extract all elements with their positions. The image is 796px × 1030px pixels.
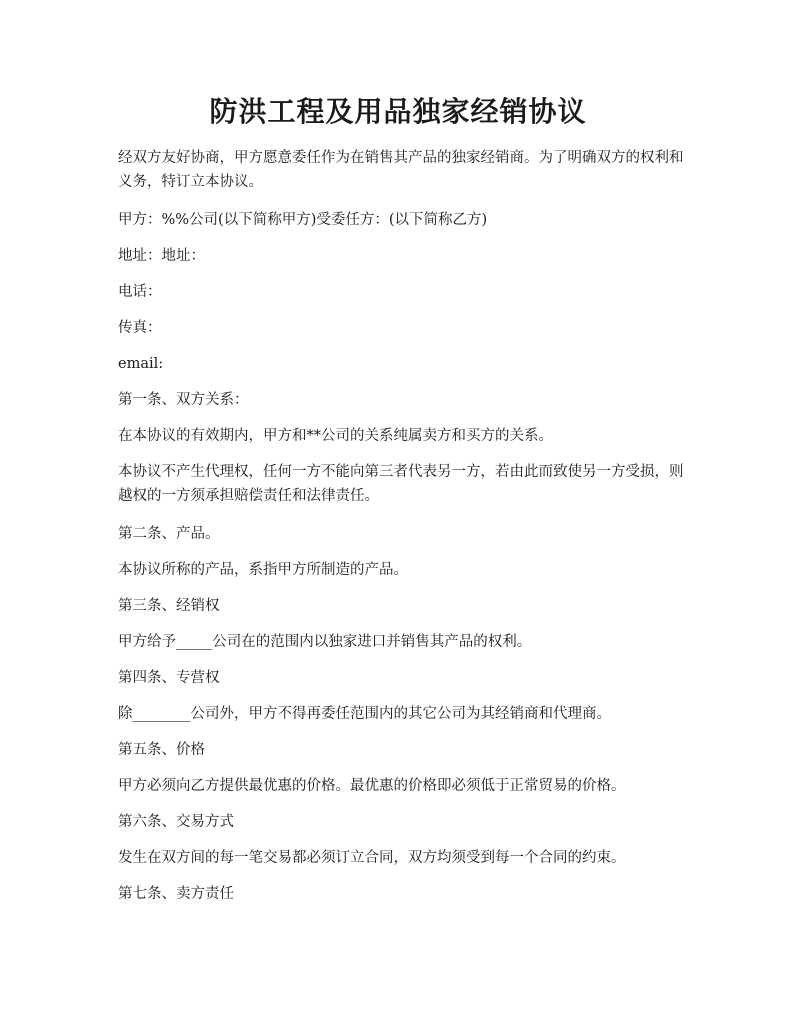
article-1-text-1: 在本协议的有效期内，甲方和**公司的关系纯属卖方和买方的关系。: [118, 428, 553, 444]
article-3-text: 甲方给予_____公司在的范围内以独家进口并销售其产品的权利。: [118, 634, 532, 650]
party-a-line: 甲方：%%公司(以下简称甲方)受委任方：(以下简称乙方): [118, 212, 488, 228]
article-6-heading: 第六条、交易方式: [118, 814, 234, 830]
address-line: 地址：地址：: [118, 248, 205, 264]
article-1-heading: 第一条、双方关系：: [118, 392, 249, 408]
document-title: 防洪工程及用品独家经销协议: [209, 95, 587, 128]
fax-line: 传真：: [118, 320, 162, 336]
article-2-text: 本协议所称的产品，系指甲方所制造的产品。: [118, 562, 408, 578]
email-line: email:: [118, 356, 164, 372]
article-7-heading: 第七条、卖方责任: [118, 886, 234, 902]
article-4-heading: 第四条、专营权: [118, 670, 220, 686]
article-2-heading: 第二条、产品。: [118, 526, 220, 542]
phone-line: 电话：: [118, 284, 162, 300]
article-4-text: 除________公司外，甲方不得再委任范围内的其它公司为其经销商和代理商。: [118, 706, 611, 722]
article-3-heading: 第三条、经销权: [118, 598, 220, 614]
article-1-text-2: 本协议不产生代理权，任何一方不能向第三者代表另一方，若由此而致使另一方受损，则越权的一方须承担赔偿责任和法律责任。: [118, 464, 684, 504]
article-5-text: 甲方必须向乙方提供最优惠的价格。最优惠的价格即必须低于正常贸易的价格。: [118, 778, 626, 794]
article-5-heading: 第五条、价格: [118, 742, 205, 758]
intro-paragraph: 经双方友好协商，甲方愿意委任作为在销售其产品的独家经销商。为了明确双方的权利和义务，特订立本协议。: [118, 150, 684, 190]
document-body: [118, 146, 688, 918]
article-6-text: 发生在双方间的每一笔交易都必须订立合同，双方均须受到每一个合同的约束。: [118, 850, 626, 866]
